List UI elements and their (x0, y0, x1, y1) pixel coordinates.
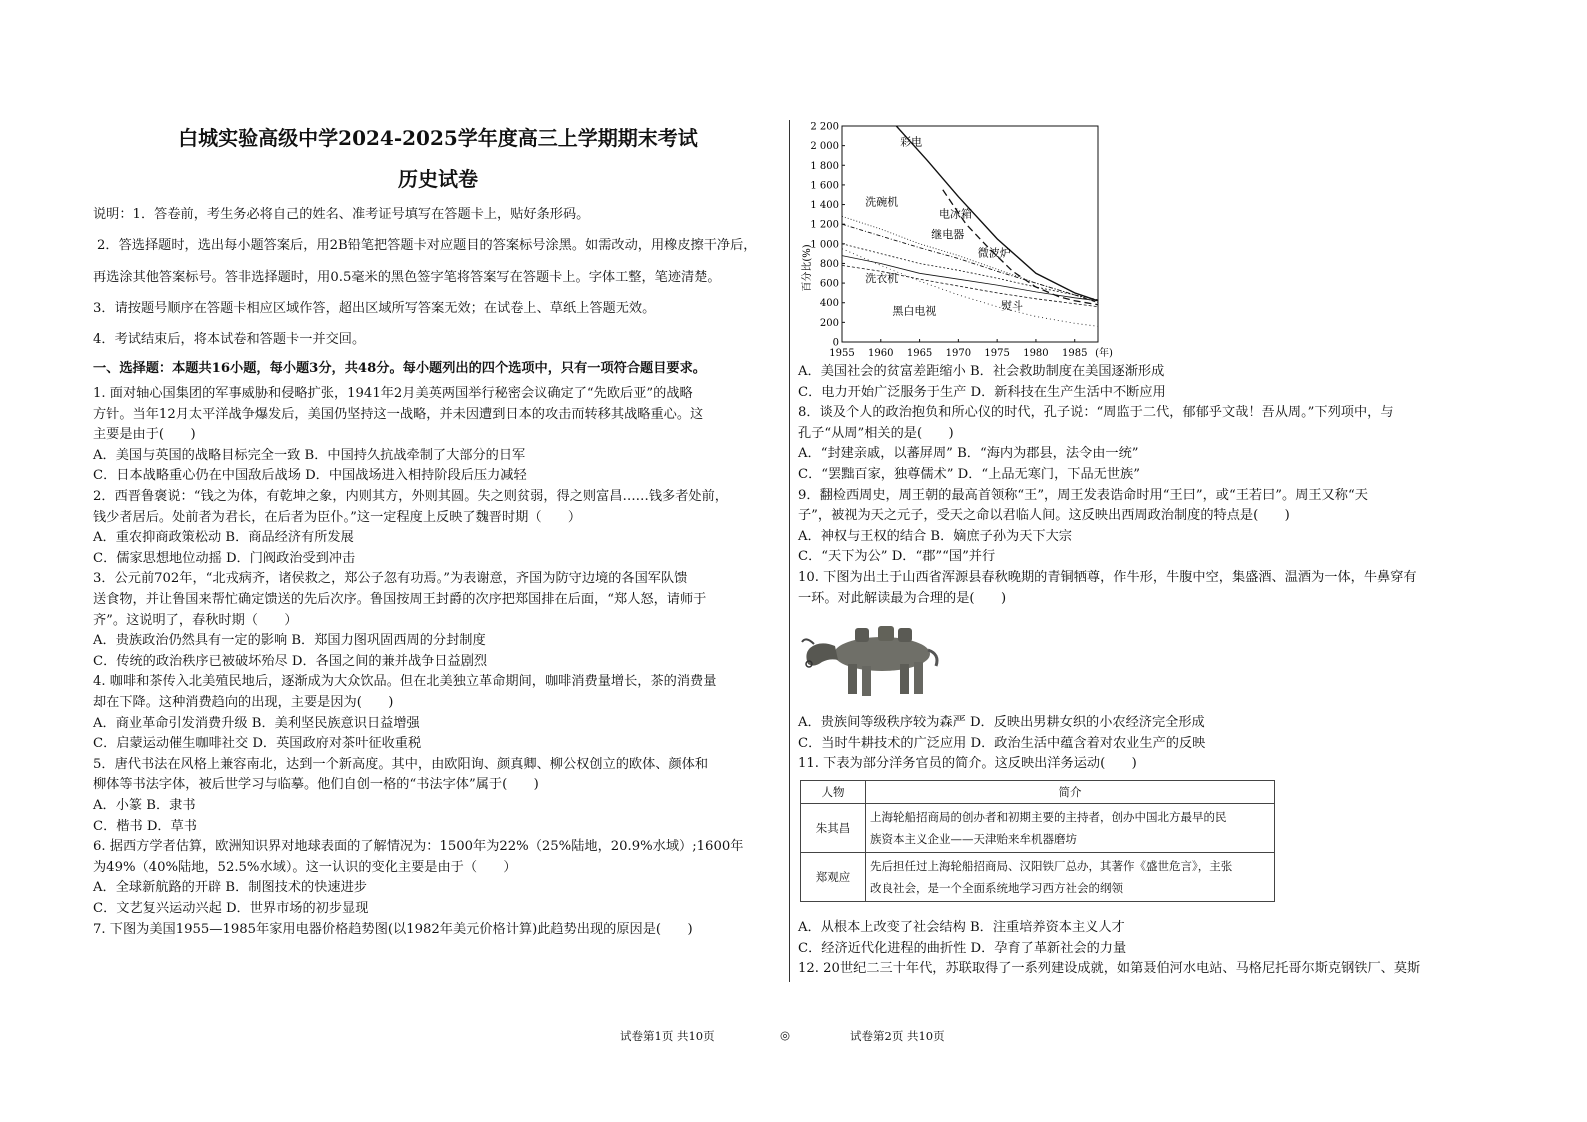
x-tick-label: 1985 (1062, 348, 1088, 359)
text-line: 7. 下图为美国1955—1985年家用电器价格趋势图(以1982年美元价格计算)此趋势出现的原因是( ) (93, 921, 693, 937)
text-line: C．经济近代化进程的曲折性 D．孕育了革新社会的力量 (798, 940, 1127, 956)
desc-line: 先后担任过上海轮船招商局、汉阳铁厂总办，其著作《盛世危言》，主张 (870, 859, 1233, 873)
text-line: A．重农抑商政策松动 B．商品经济有所发展 (93, 530, 354, 546)
text-line: A．小篆 B．隶书 (93, 798, 196, 813)
text-line: A．商业革命引发消费升级 B．美利坚民族意识日益增强 (93, 715, 420, 731)
text-line: 一环。对此解读最为合理的是( ) (798, 590, 1007, 606)
desc-line: 改良社会，是一个全面系统地学习西方社会的纲领 (870, 881, 1123, 895)
series-line-7 (842, 249, 1098, 327)
text-line: 12. 20世纪二三十年代，苏联取得了一系列建设成就，如第聂伯河水电站、马格尼托哥尔斯克钢铁厂、莫斯 (798, 961, 1421, 977)
footer-separator: ◎ (780, 1028, 791, 1042)
y-tick-label: 0 (832, 337, 839, 349)
table-header-row (801, 781, 1275, 804)
text-line: 齐”。这说明了，春秋时期（ ） (93, 612, 298, 628)
table-row (801, 853, 1275, 902)
text-line: 8．谈及个人的政治抱负和所心仪的时代，孔子说：“周监于二代，郁郁乎文哉！吾从周。”下列项中，与 (798, 405, 1394, 421)
exam-subject: 历史试卷 (398, 167, 478, 191)
x-axis-label: (年) (1095, 348, 1113, 359)
table-cell-desc (866, 853, 1275, 902)
text-line: A．美国社会的贫富差距缩小 B．社会救助制度在美国逐渐形成 (798, 364, 1165, 379)
desc-line: 族资本主义企业——天津贻来牟机器磨坊 (870, 832, 1077, 846)
series-label: 微波炉 (977, 246, 1011, 260)
text-line: C．“罢黜百家，独尊儒术” D．“上品无寒门，下品无世族” (798, 467, 1140, 482)
text-line: 1. 面对轴心国集团的军事威胁和侵略扩张，1941年2月美英两国举行秘密会议确定了“先欧后亚”的战略 (93, 386, 693, 401)
section-heading: 一、选择题：本题共16小题，每小题3分，共48分。每小题列出的四个选项中，只有一项符合题目要求。 (93, 361, 706, 376)
y-tick-label: 200 (819, 317, 839, 329)
text-line: C．文艺复兴运动兴起 D．世界市场的初步显现 (93, 901, 369, 916)
text-line: 方针。当年12月太平洋战争爆发后，美国仍坚持这一战略，并未因遭到日本的攻击而转移其战略重心。这 (93, 406, 704, 422)
text-line: 11. 下表为部分洋务官员的简介。这反映出洋务运动( ) (798, 756, 1137, 772)
footer-page-right: 试卷第2页 共10页 (850, 1029, 945, 1043)
x-tick-label: 1975 (984, 348, 1010, 359)
table-header-intro: 简介 (866, 781, 1275, 804)
table-cell-name: 朱其昌 (801, 804, 866, 853)
y-tick-label: 2 200 (810, 121, 839, 133)
yangwu-officials-table (800, 780, 1275, 902)
text-line: C．楷书 D．草书 (93, 818, 197, 834)
appliance-price-chart (800, 118, 1113, 362)
y-tick-label: 1 600 (810, 180, 839, 192)
text-line: A．全球新航路的开辟 B．制图技术的快速进步 (93, 880, 367, 896)
plot-frame (842, 126, 1098, 342)
series-label: 熨斗 (1001, 299, 1024, 313)
y-tick-label: 400 (819, 298, 839, 310)
y-tick-label: 1 400 (810, 200, 839, 212)
text-line: 10. 下图为出土于山西省浑源县春秋晚期的青铜牺尊，作牛形，牛腹中空，集盛酒、温酒为一体，牛鼻穿有 (798, 570, 1417, 585)
text-line: A．从根本上改变了社会结构 B．注重培养资本主义人才 (798, 920, 1125, 935)
text-line: 主要是由于( ) (93, 427, 196, 443)
series-label: 洗衣机 (865, 272, 899, 286)
table-header-person: 人物 (801, 781, 866, 804)
text-line: 6. 据西方学者估算，欧洲知识界对地球表面的了解情况为：1500年为22%（25%陆地，20.9%水域）;1600年 (93, 839, 744, 855)
x-tick-label: 1955 (829, 348, 855, 359)
y-tick-label: 1 200 (810, 219, 839, 231)
bronze-ox-vessel-image (800, 614, 960, 704)
text-line: A．贵族政治仍然具有一定的影响 B．郑国力图巩固西周的分封制度 (93, 633, 486, 649)
text-line: 3．公元前702年，“北戎病齐，诸侯救之，郑公子忽有功焉。”为表谢意，齐国为防守边境的各国军队馈 (93, 571, 688, 587)
y-tick-label: 800 (819, 258, 839, 270)
exam-title: 白城实验高级中学2024-2025学年度高三上学期期末考试 (178, 126, 698, 150)
text-line: 却在下降。这种消费趋向的出现，主要是因为( ) (93, 695, 394, 710)
text-line: C．电力开始广泛服务于生产 D．新科技在生产生活中不断应用 (798, 384, 1166, 400)
text-line: 5．唐代书法在风格上兼容南北，达到一个新高度。其中，由欧阳询、颜真卿、柳公权创立的欧体、颜体和 (93, 756, 709, 772)
y-tick-label: 1 000 (810, 239, 839, 251)
instruction-line: 说明：1．答卷前，考生务必将自己的姓名、准考证号填写在答题卡上，贴好条形码。 (93, 207, 590, 222)
x-tick-label: 1980 (1023, 348, 1049, 359)
text-line: 4. 咖啡和茶传入北美殖民地后，逐渐成为大众饮品。但在北美独立革命期间，咖啡消费量增长，茶的消费量 (93, 674, 717, 690)
text-line: 钱少者居后。处前者为君长，在后者为臣仆。”这一定程度上反映了魏晋时期（ ） (93, 509, 582, 525)
text-line: A．贵族间等级秩序较为森严 D．反映出男耕女织的小农经济完全形成 (798, 715, 1205, 730)
footer-page-left: 试卷第1页 共10页 (620, 1029, 715, 1043)
text-line: A．美国与英国的战略目标完全一致 B．中国持久抗战牵制了大部分的日军 (93, 447, 526, 463)
text-line: 2．西晋鲁褒说：“钱之为体，有乾坤之象，内则其方，外则其圆。失之则贫弱，得之则富昌……钱多者处前， (93, 489, 728, 504)
instruction-line: 再选涂其他答案标号。答非选择题时，用0.5毫米的黑色签字笔将答案写在答题卡上。字体工整，笔迹清楚。 (93, 270, 721, 285)
text-line: C．日本战略重心仍在中国敌后战场 D．中国战场进入相持阶段后压力减轻 (93, 468, 527, 484)
text-line: C．启蒙运动催生咖啡社交 D．英国政府对茶叶征收重税 (93, 736, 422, 752)
instruction-line: 2．答选择题时，选出每小题答案后，用2B铅笔把答题卡对应题目的答案标号涂黑。如需改动，用橡皮擦干净后， (97, 238, 757, 253)
text-line: A．神权与王权的结合 B．嫡庶子孙为天下大宗 (798, 528, 1072, 544)
text-line: A．“封建亲戚，以蕃屏周” B．“海内为郡县，法令由一统” (798, 446, 1139, 462)
table-cell-desc (866, 804, 1275, 853)
text-line: 9．翻检西周史，周王朝的最高首领称“王”，周王发表诰命时用“王曰”，或“王若曰”。周王又称“天 (798, 487, 1368, 503)
text-line: C．“天下为公” D．“郡”“国”并行 (798, 549, 996, 565)
text-line: C．传统的政治秩序已被破坏殆尽 D．各国之间的兼并战争日益剧烈 (93, 653, 488, 669)
series-label: 继电器 (931, 227, 965, 241)
text-line: 孔子“从周”相关的是( ) (798, 425, 954, 441)
desc-line: 上海轮船招商局的创办者和初期主要的主持者，创办中国北方最早的民 (870, 810, 1227, 824)
column-divider (789, 120, 790, 982)
series-label: 黑白电视 (892, 304, 937, 318)
x-tick-label: 1960 (868, 348, 894, 359)
series-label: 洗碗机 (865, 195, 899, 209)
text-line: C．儒家思想地位动摇 D．门阀政治受到冲击 (93, 550, 356, 566)
text-line: 为49%（40%陆地，52.5%水域）。这一认识的变化主要是由于（ ） (93, 859, 517, 875)
x-tick-label: 1970 (945, 348, 972, 359)
text-line: 柳体等书法字体，被后世学习与临摹。他们自创一格的“书法字体”属于( ) (93, 777, 539, 793)
series-label: 电冰箱 (938, 207, 972, 221)
text-line: C．当时牛耕技术的广泛应用 D．政治生活中蕴含着对农业生产的反映 (798, 735, 1206, 751)
y-tick-label: 1 800 (810, 160, 839, 172)
instruction-line: 4．考试结束后，将本试卷和答题卡一并交回。 (93, 332, 366, 347)
series-label: 彩电 (900, 135, 923, 149)
instruction-line: 3．请按题号顺序在答题卡相应区域作答，超出区域所写答案无效；在试卷上、草纸上答题无效。 (93, 301, 656, 316)
x-tick-label: 1965 (906, 348, 933, 359)
y-axis-label: 百分比(%) (802, 244, 813, 292)
y-tick-label: 2 000 (810, 141, 839, 153)
table-cell-name: 郑观应 (801, 853, 866, 902)
text-line: 子”，被视为天之元子，受天之命以君临人间。这反映出西周政治制度的特点是( ) (798, 508, 1290, 524)
table-row (801, 804, 1275, 853)
text-line: 送食物，并让鲁国来帮忙确定馈送的先后次序。鲁国按周王封爵的次序把郑国排在后面，“郑人怒，请师于 (93, 592, 707, 607)
y-tick-label: 600 (819, 278, 839, 290)
